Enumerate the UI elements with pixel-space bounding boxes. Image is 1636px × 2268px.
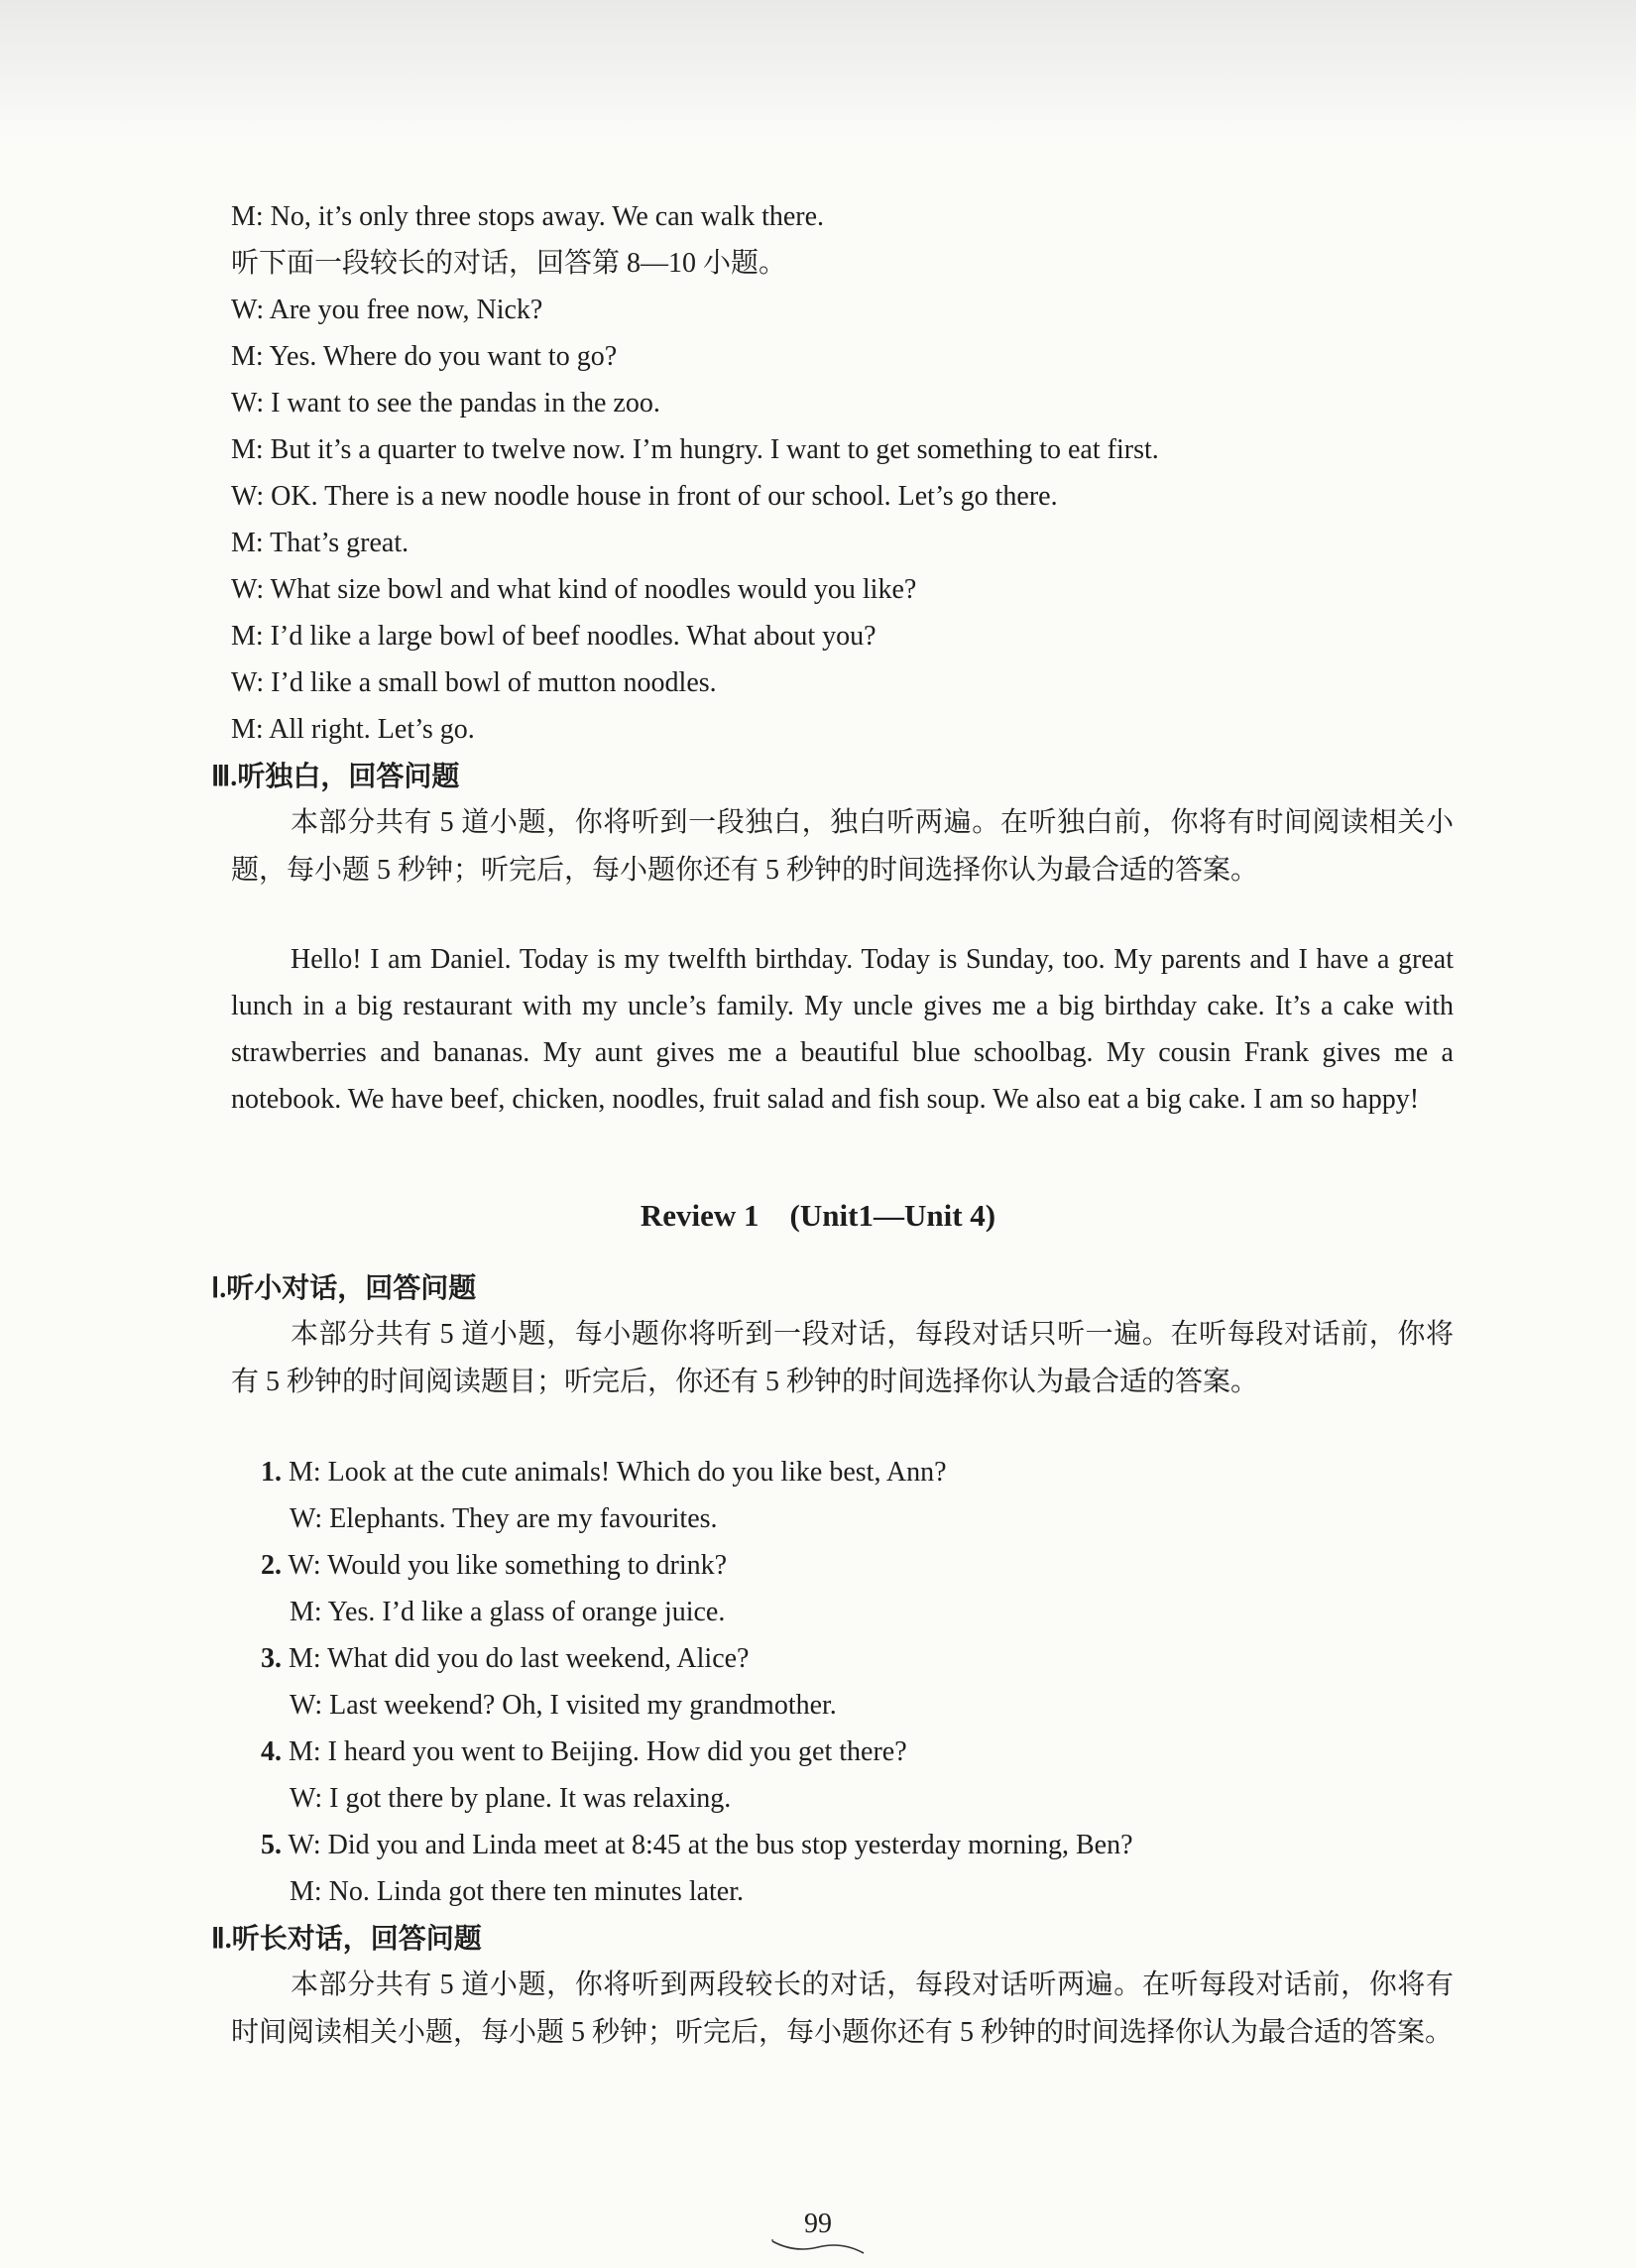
dialogue-line: M: Yes. Where do you want to go? (231, 341, 618, 372)
question-item (261, 1456, 947, 1490)
review-section-1-instructions: 本部分共有 5 道小题，每小题你将听到一段对话，每段对话只听一遍。在听每段对话前，你将有 5 秒钟的时间阅读题目；听完后，你还有 5 秒钟的时间选择你认为最合适的答案。 (231, 1319, 1454, 1397)
scan-shadow-band (0, 0, 1636, 139)
question-number: 4. (261, 1736, 282, 1767)
page-number: 99 (804, 2208, 832, 2239)
monologue-text: Hello! I am Daniel. Today is my twelfth birthday. Today is Sunday, too. My parents and I have a great lunch in a big restaurant with my uncle’s family. My uncle gives me a big birthday cake. It’s a cake with strawberries and bananas. My aunt gives me a beautiful blue schoolbag. My cousin Frank gives me a notebook. We have beef, chicken, noodles, fruit salad and fish soup. We also eat a big cake. I am so happy! (231, 944, 1454, 1115)
review-section-2-instructions: 本部分共有 5 道小题，你将听到两段较长的对话，每段对话听两遍。在听每段对话前，你将有时间阅读相关小题，每小题 5 秒钟；听完后，每小题你还有 5 秒钟的时间选择你认为最合适的答案。 (231, 1970, 1454, 2048)
question-reply: W: I got there by plane. It was relaxing. (290, 1783, 732, 1814)
review-section-1-title: 听小对话，回答问题 (226, 1271, 477, 1304)
question-item (261, 1735, 907, 1769)
dialogue-intro: 听下面一段较长的对话，回答第 8—10 小题。 (231, 248, 787, 279)
question-item (261, 1829, 1133, 1862)
review-title: Review 1 (Unit1—Unit 4) (640, 1198, 996, 1233)
dialogue-line: W: Are you free now, Nick? (231, 295, 543, 325)
dialogue-line: M: No, it’s only three stops away. We can walk there. (231, 201, 825, 232)
question-number: 3. (261, 1643, 282, 1674)
page-number-badge (768, 2209, 868, 2257)
question-reply: W: Last weekend? Oh, I visited my grandmother. (290, 1690, 837, 1721)
dialogue-line: W: OK. There is a new noodle house in front of our school. Let’s go there. (231, 481, 1058, 512)
dialogue-line: M: But it’s a quarter to twelve now. I’m hungry. I want to get something to eat first. (231, 434, 1159, 465)
section-3-numeral: Ⅲ. (211, 762, 238, 792)
page-number-ornament-icon (770, 2239, 866, 2255)
dialogue-line: W: What size bowl and what kind of noodles would you like? (231, 574, 917, 605)
section-3-heading (211, 760, 459, 794)
review-section-2-numeral: Ⅱ. (211, 1924, 232, 1955)
review-section-1-heading (211, 1271, 476, 1306)
section-3-instructions: 本部分共有 5 道小题，你将听到一段独白，独白听两遍。在听独白前，你将有时间阅读相关小题，每小题 5 秒钟；听完后，每小题你还有 5 秒钟的时间选择你认为最合适的答案。 (231, 807, 1454, 886)
question-line: W: Did you and Linda meet at 8:45 at the bus stop yesterday morning, Ben? (288, 1830, 1133, 1860)
dialogue-line: W: I want to see the pandas in the zoo. (231, 388, 660, 418)
question-line: M: What did you do last weekend, Alice? (289, 1643, 750, 1674)
question-line: M: Look at the cute animals! Which do you like best, Ann? (289, 1457, 947, 1488)
question-line: W: Would you like something to drink? (288, 1550, 728, 1581)
dialogue-line: M: That’s great. (231, 528, 409, 558)
section-3-title: 听独白，回答问题 (237, 760, 460, 792)
question-line: M: I heard you went to Beijing. How did you get there? (289, 1736, 907, 1767)
dialogue-line: M: All right. Let’s go. (231, 714, 475, 745)
question-reply: M: No. Linda got there ten minutes later. (290, 1876, 745, 1907)
question-number: 1. (261, 1457, 282, 1488)
question-item (261, 1642, 750, 1676)
question-reply: W: Elephants. They are my favourites. (290, 1503, 718, 1534)
question-reply: M: Yes. I’d like a glass of orange juice. (290, 1597, 726, 1627)
question-number: 5. (261, 1830, 282, 1860)
question-number: 2. (261, 1550, 282, 1581)
review-section-1-numeral: Ⅰ. (211, 1273, 227, 1304)
question-item (261, 1549, 727, 1583)
review-section-2-title: 听长对话，回答问题 (231, 1922, 482, 1955)
dialogue-line: M: I’d like a large bowl of beef noodles. What about you? (231, 621, 876, 652)
review-section-2-heading (211, 1922, 482, 1957)
dialogue-line: W: I’d like a small bowl of mutton noodles. (231, 667, 717, 698)
